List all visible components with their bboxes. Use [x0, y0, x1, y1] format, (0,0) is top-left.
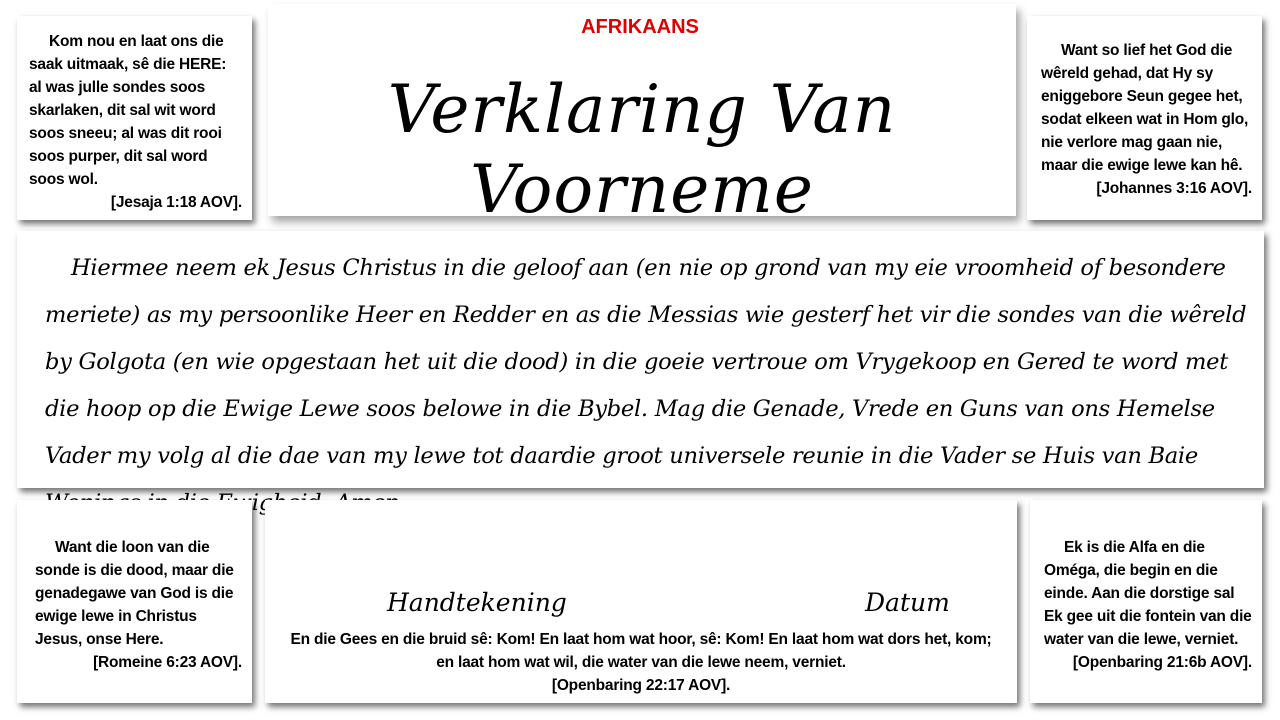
- verse-line: En die Gees en die bruid sê: Kom! En laat hom wat hoor, sê: Kom! En laat hom wat dors het, kom;: [290, 631, 992, 648]
- verse-line: Want so lief het God die: [1061, 42, 1233, 59]
- verse-reference: [Openbaring 21:6b AOV].: [1072, 654, 1252, 671]
- date-label: Datum: [865, 588, 950, 617]
- verse-line: eniggebore Seun gegee het,: [1041, 88, 1243, 105]
- signature-card: [265, 500, 1017, 703]
- verse-card-romans: [17, 500, 252, 703]
- verse-card-john: [1027, 16, 1262, 220]
- verse-reference: [Johannes 3:16 AOV].: [1096, 180, 1252, 197]
- verse-text: Want die loon van die sonde is die dood, maar die genadegawe van God is die ewige lewe in Christus Jesus, onse Here.: [35, 539, 234, 648]
- verse-line: en laat hom wat wil, die water van die lewe neem, verniet.: [436, 654, 846, 671]
- verse-line: soos purper, dit sal word: [29, 148, 208, 165]
- signature-label: Handtekening: [387, 588, 567, 617]
- verse-line: skarlaken, dit sal wit word: [29, 102, 216, 119]
- verse-line: sodat elkeen wat in Hom glo,: [1041, 111, 1249, 128]
- verse-reference: [Romeine 6:23 AOV].: [93, 654, 242, 671]
- verse-line: nie verlore mag gaan nie,: [1041, 134, 1223, 151]
- verse-line: saak uitmaak, sê die HERE:: [29, 56, 227, 73]
- verse-line: maar die ewige lewe kan hê.: [1041, 157, 1243, 174]
- verse-revelation-22: [265, 628, 1017, 697]
- verse-line: soos wol.: [29, 171, 98, 188]
- verse-line: al was julle sondes soos: [29, 79, 206, 96]
- declaration-text: Hiermee neem ek Jesus Christus in die geloof aan (en nie op grond van my eie vroomheid of besondere meriete) as my persoonlike Heer en Redder en as die Messias wie gesterf het vir die sondes van die wêreld by Golgota (en wie opgestaan het uit die dood) in die goeie vertroue om Vrygekoop en Gered te word met die hoop op die Ewige Lewe soos belowe in die Bybel. Mag die Genade, Vrede en Guns van ons Hemelse Vader my volg al die dae van my lewe tot daardie groot universele reunie in die Vader se Huis van Baie: [45, 255, 1247, 469]
- verse-line: soos sneeu; al was dit rooi: [29, 125, 222, 142]
- page-title: Verklaring Van Voorneme: [387, 71, 897, 228]
- verse-card-revelation-21: [1030, 500, 1262, 703]
- declaration-card: [17, 231, 1264, 488]
- verse-line: Kom nou en laat ons die: [49, 33, 224, 50]
- verse-text: Ek is die Alfa en die Oméga, die begin en die einde. Aan die dorstige sal Ek gee uit die fontein van die water van die lewe, verniet.: [1044, 539, 1252, 648]
- verse-reference: [Jesaja 1:18 AOV].: [110, 194, 242, 211]
- verse-reference: [Openbaring 22:17 AOV].: [551, 677, 731, 694]
- verse-line: wêreld gehad, dat Hy sy: [1041, 65, 1213, 82]
- verse-card-isaiah: [17, 16, 252, 220]
- language-label: AFRIKAANS: [581, 16, 699, 38]
